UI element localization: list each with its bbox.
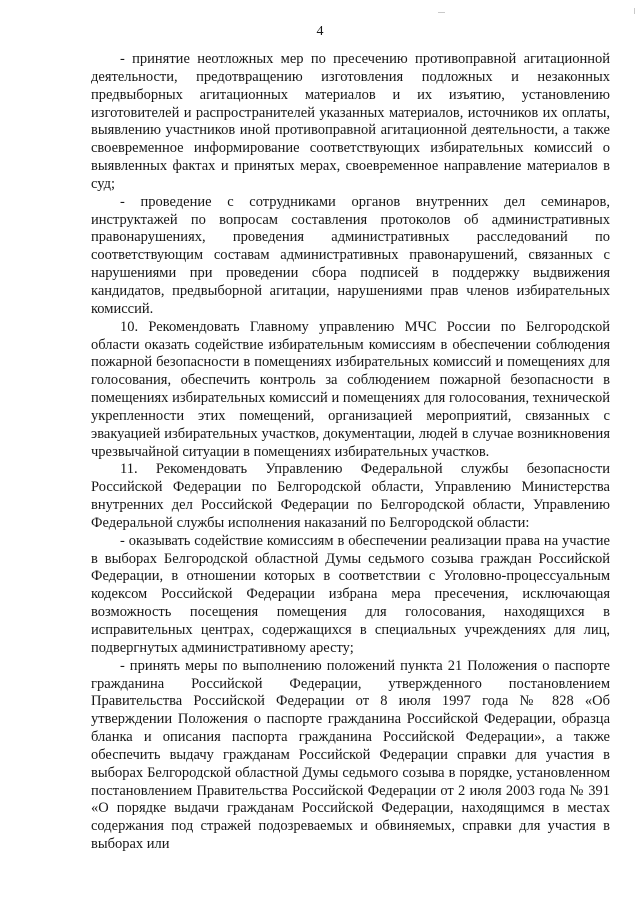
list-item-voting-rights: - оказывать содействие комиссиям в обеспечении реализации права на участие в выборах Белгородской областной Думы седьмого созыва граждан Российской Федерации, в отношении которых в соответствии с Уголовно-процессуальным кодексом Российской Федерации избрана мера пресечения, исключающая возможность посещения помещения для голосования, находящихся в исправительных центрах, содержащихся в специальных учреждениях для лиц, подвергнутых административному аресту; — [91, 532, 610, 656]
document-body — [91, 51, 610, 854]
list-item-agitation-measures: - принятие неотложных мер по пресечению противоправной агитационной деятельности, предотвращению изготовления подложных и незаконных предвыборных агитационных материалов и их изъятию, установлению изготовителей и распространителей указанных материалов, источников их оплаты, выявлению участников иной противоправной агитационной деятельности, а также своевременное информирование соответствующих избирательных комиссий о выявленных фактах и принятых мерах, своевременное направление материалов в суд; — [91, 51, 610, 192]
paragraph-10-mchs: 10. Рекомендовать Главному управлению МЧС России по Белгородской области оказать содействие избирательным комиссиям в обеспечении соблюдения пожарной безопасности в помещениях избирательных комиссий и помещениях для голосования, обеспечить контроль за соблюдением пожарной безопасности в помещениях избирательных комиссий и помещениях для голосования, технической укрепленности этих помещений, организацией мероприятий, связанных с эвакуацией избирательных участков, документации, людей в случае возникновения чрезвычайной ситуации в помещениях избирательных участков. — [91, 318, 610, 460]
scan-mark-top — [438, 12, 445, 13]
list-item-seminars: - проведение с сотрудниками органов внутренних дел семинаров, инструктажей по вопросам составления протоколов об административных правонарушениях, проведения административных расследований по соответствующим составам административных правонарушений, связанных с нарушениями при проведении сбора подписей в поддержку выдвижения кандидатов, предвыборной агитации, нарушениями прав членов избирательных комиссий. — [91, 193, 610, 317]
list-item-passport-provisions: - принять меры по выполнению положений пункта 21 Положения о паспорте гражданина Российской Федерации, утвержденного постановлением Правительства Российской Федерации от 8 июля 1997 года № 828 «Об утверждении Положения о паспорте гражданина Российской Федерации, образца бланка и описания паспорта гражданина Российской Федерации», а также обеспечить выдачу гражданам Российской Федерации справки для участия в выборах Белгородской областной Думы седьмого созыва в порядке, установленном постановлением Правительства Российской Федерации от 2 июля 2003 года № 391 «О порядке выдачи гражданам Российской Федерации, находящимся в местах содержания под стражей подозреваемых и обвиняемых, справки для участия в выборах или — [91, 657, 610, 853]
page-number: 4 — [316, 24, 324, 39]
paragraph-11-fsb-mvd-fsin: 11. Рекомендовать Управлению Федеральной службы безопасности Российской Федерации по Белгородской области, Управлению Министерства внутренних дел Российской Федерации по Белгородской области, Управлению Федеральной службы исполнения наказаний по Белгородской области: — [91, 461, 610, 531]
scan-mark-right — [634, 8, 635, 14]
